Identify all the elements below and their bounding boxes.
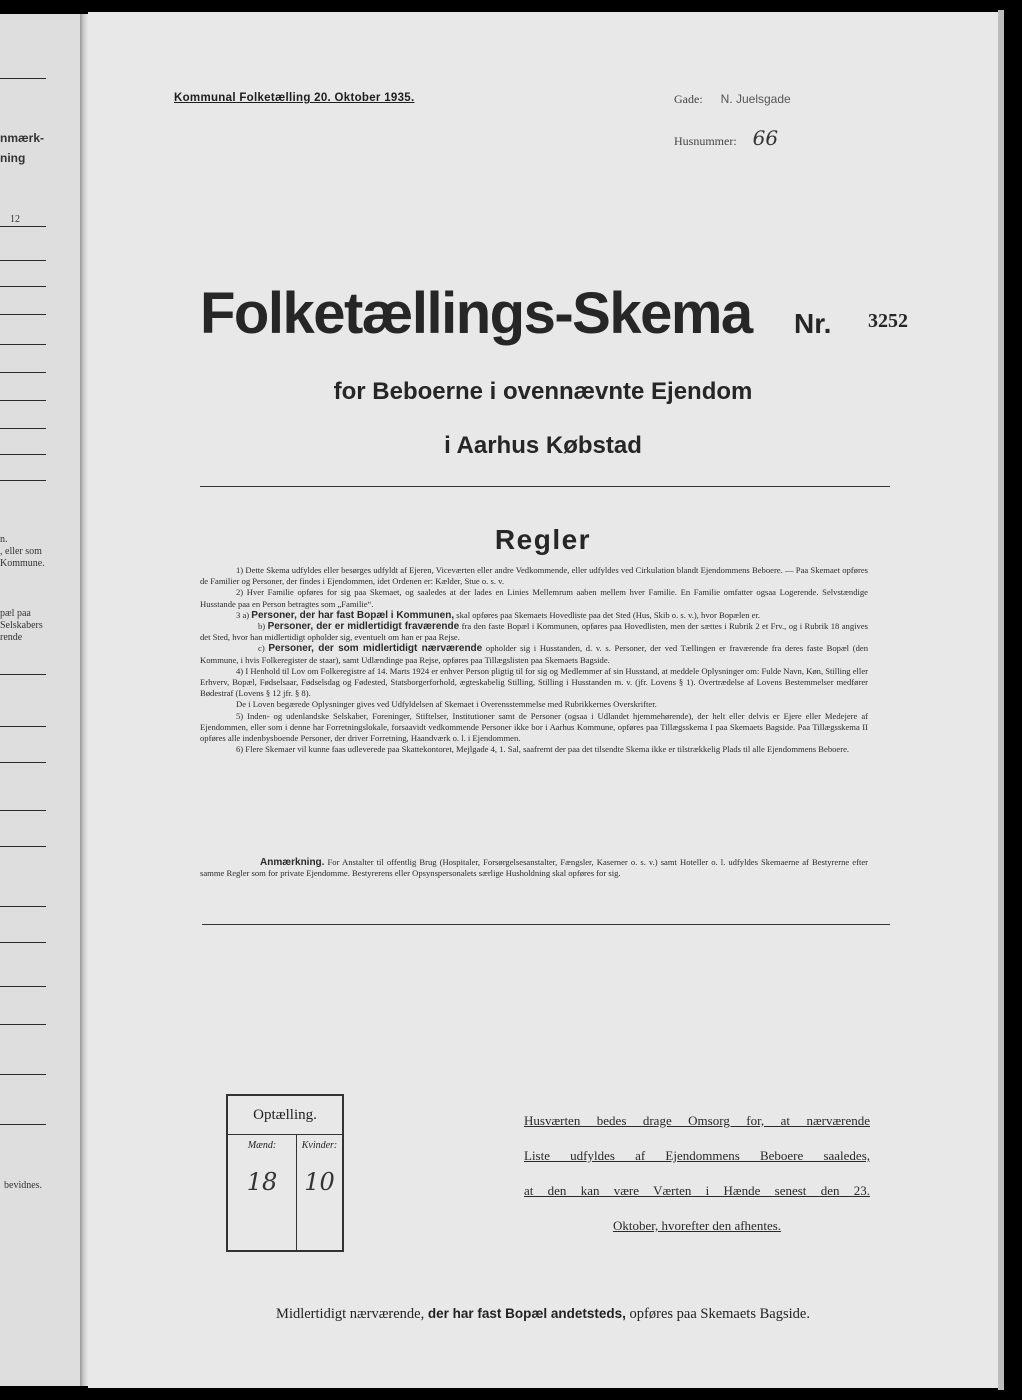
rule-line xyxy=(0,480,46,481)
form-title: Folketællings-Skema xyxy=(200,281,752,346)
rule-3c-heading: Personer, der som midlertidigt nærværende xyxy=(268,643,483,655)
fragment-text: rende xyxy=(0,632,23,643)
form-location: i Aarhus Købstad xyxy=(444,432,642,459)
rule-6: 6) Flere Skemaer vil kunne faas udleverede paa Skattekontoret, Mejlgade 4, 1. Sal, saafremt der paa det tilsendte Skema ikke er tilstrækkelig Plads til alle Ejendommens Beboere. xyxy=(236,744,850,755)
rule-1: 1) Dette Skema udfyldes eller besørges udfyldt af Ejeren, Viceværten eller andre Vedkommende, eller udfyldes ved Cirkulation blandt Ejendommens Beboere. — Paa Skemaet opføres de Familier og Personer, der findes i Ejendommen, idet Ordenen er: Kælder, Stue o. s. v. xyxy=(200,565,868,587)
rules-heading: Regler xyxy=(494,524,592,555)
fragment-text: bevidnes. xyxy=(4,1180,43,1191)
rule-line xyxy=(0,1124,46,1125)
remark-label: Anmærkning. xyxy=(260,857,325,868)
rule-3b-heading: Personer, der er midlertidigt fraværende xyxy=(267,621,460,633)
divider xyxy=(200,486,890,487)
remark-text: For Anstalter til offentlig Brug (Hospitaler, Forsørgelsesanstalter, Fængsler, Kaserner o. s. v.) samt Hoteller o. l. udfyldes Skemaerne af Bestyrerne efter samme Regler som for private Ejendomme. Bestyrerens eller Opsynspersonalets særlige Husholdning skal opføres for sig. xyxy=(200,857,869,879)
landlord-notice xyxy=(524,1110,870,1250)
notice-line: Liste udfyldes af Ejendommens Beboere saaledes, xyxy=(524,1148,870,1163)
rule-line xyxy=(0,986,46,987)
footer-part: Midlertidigt nærværende, xyxy=(276,1306,425,1322)
house-number-field xyxy=(674,126,778,150)
rule-3a: 3 a) Personer, der har fast Bopæl i Kommunen, skal opføres paa Skemaets Hovedliste paa det Sted (Hus, Skib o. s. v.), hvor Bopælen er. xyxy=(236,609,761,621)
rule-line xyxy=(0,226,46,227)
rule-3a-heading: Personer, der har fast Bopæl i Kommunen, xyxy=(251,609,455,621)
rule-line xyxy=(0,286,46,287)
rule-line xyxy=(0,1024,46,1025)
fragment-text: 12 xyxy=(10,214,20,225)
rule-4b: De i Loven begærede Oplysninger gives ved Udfyldelsen af Skemaet i Overensstemmelse med Rubrikkernes Overskrifter. xyxy=(236,699,657,710)
rules-body xyxy=(200,565,868,755)
form-subtitle: for Beboerne i ovennævnte Ejendom xyxy=(333,378,753,405)
notice-line: at den kan være Værten i Hænde senest den 23. xyxy=(524,1183,870,1198)
rule-line xyxy=(0,344,46,345)
men-label: Mænd: xyxy=(247,1140,277,1151)
fragment-text: Selskabers xyxy=(0,620,43,631)
fragment-text: nmærk- xyxy=(0,131,45,145)
street-value: N. Juelsgade xyxy=(720,92,791,106)
house-number-value: 66 xyxy=(752,126,779,150)
rule-line xyxy=(0,846,46,847)
men-column xyxy=(228,1134,297,1250)
remark xyxy=(200,857,868,879)
rule-line xyxy=(0,810,46,811)
notice-line: Husværten bedes drage Omsorg for, at nærværende xyxy=(524,1113,870,1128)
rule-line xyxy=(0,726,46,727)
women-column xyxy=(297,1134,342,1250)
page-edge xyxy=(998,10,1004,1390)
census-form-page xyxy=(88,12,998,1388)
house-number-label: Husnummer: xyxy=(674,134,737,148)
footer-note xyxy=(88,1306,998,1323)
women-count: 10 xyxy=(304,1168,335,1196)
women-label: Kvinder: xyxy=(301,1140,338,1151)
fragment-text: n. xyxy=(0,534,8,545)
adjacent-page-fragment xyxy=(0,14,80,1386)
fragment-text: pæl paa xyxy=(0,608,31,619)
tally-title: Optælling. xyxy=(228,1096,342,1135)
rule-5: 5) Inden- og udenlandske Selskaber, Foreninger, Stiftelser, Institutioner samt de Personer (ogsaa i Udlandet hjemmehørende), der helt eller delvis er Ejere eller Medejere af Ejendommen, eller som i denne har Forretningslokale, forsaavidt vedkommende Personer ikke bor i Aarhus Kommune, opføres paa Tillægsskema I paa Skemaets Bagside. Paa Tillægsskema II opføres alle indenbysboende Personer, der driver Forretning, Haandværk o. l. i Ejendommen. xyxy=(200,710,868,744)
rule-line xyxy=(0,762,46,763)
fragment-text: ning xyxy=(0,151,26,165)
street-label: Gade: xyxy=(674,92,703,106)
form-number-value: 3252 xyxy=(868,310,908,332)
rule-3b: b) Personer, der er midlertidigt fraværende fra den faste Bopæl i Kommunen, opføres paa Hovedlisten, men der sættes i Rubrik 2 et Frv., og i Rubrik 18 angives det Sted, hvor han midlertidigt opholder sig, eventuelt om han er paa Rejse. xyxy=(200,621,868,643)
notice-line: Oktober, hvorefter den afhentes. xyxy=(612,1218,782,1233)
rule-3c: c) Personer, der som midlertidigt nærværende opholder sig i Husstanden, d. v. s. Personer, der ved Tællingen er fraværende fra deres faste Bopæl (den Kommune, i hvis Folkeregister de staar), samt Udlændinge paa Rejse, opføres paa Tillægslisten paa Skemaets Bagside. xyxy=(200,643,868,665)
footer-emphasis: der har fast Bopæl andetsteds, xyxy=(427,1306,626,1321)
fragment-text: Kommune. xyxy=(0,558,45,569)
divider xyxy=(202,924,890,925)
book-gutter xyxy=(80,14,88,1386)
rule-line xyxy=(0,428,46,429)
footer-part: opføres paa Skemaets Bagside. xyxy=(629,1306,810,1322)
census-header-title: Kommunal Folketælling 20. Oktober 1935. xyxy=(174,92,415,104)
rule-line xyxy=(0,942,46,943)
fragment-text: , eller som xyxy=(0,546,42,557)
rule-line xyxy=(0,400,46,401)
men-count: 18 xyxy=(246,1168,278,1196)
rule-line xyxy=(0,260,46,261)
rule-4: 4) I Henhold til Lov om Folkeregistre af 14. Marts 1924 er enhver Person pligtig til for sig og Medlemmer af sin Husstand, at meddele Oplysninger om: Fulde Navn, Køn, Stilling eller Erhverv, Bopæl, Fødselsaar, Fødselsdag og Fødested, Statsborgerforhold, ægteskabelig Stilling, Stilling i Husstanden m. v. (jfr. Lovens § 1). Overtrædelse af Lovens Bestemmelser medfører Bødestraf (Lovens § 12 jfr. § 8). xyxy=(200,665,868,699)
rule-line xyxy=(0,454,46,455)
street-field xyxy=(674,92,791,107)
rule-line xyxy=(0,314,46,315)
rule-2: 2) Hver Familie opføres for sig paa Skemaet, og saaledes at der lades en Linies Mellemrum aaben mellem hver Familie. En Familie omfatter ogsaa Logerende. Selvstændige Husstande paa en Person betragtes som „Familie“. xyxy=(200,587,868,609)
rule-line xyxy=(0,674,46,675)
tally-box xyxy=(226,1094,344,1252)
rule-line xyxy=(0,1074,46,1075)
rule-line xyxy=(0,78,46,79)
rule-line xyxy=(0,906,46,907)
form-number-label: Nr. xyxy=(794,308,832,339)
rule-line xyxy=(0,372,46,373)
